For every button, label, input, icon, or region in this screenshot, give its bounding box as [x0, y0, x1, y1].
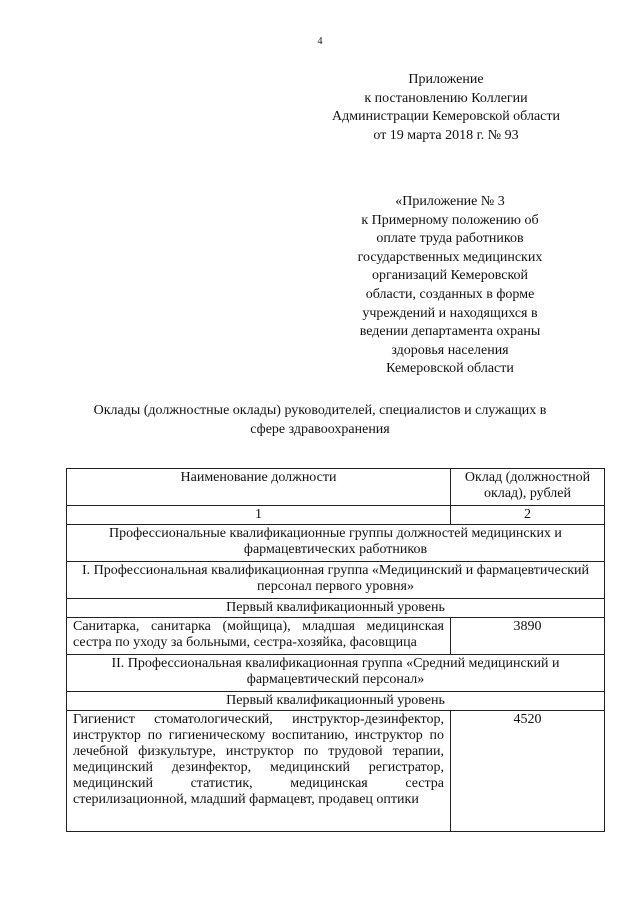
- appendix-line: Приложение: [408, 72, 484, 87]
- sub-appendix-header: [320, 193, 580, 379]
- appendix-header: [288, 71, 604, 145]
- sub-appendix-line: здоровья населения: [391, 342, 509, 358]
- sub-appendix-line: ведении департамента охраны: [359, 324, 541, 340]
- sub-appendix-line: «Приложение № 3: [395, 194, 505, 209]
- group-2-salary: 4520: [451, 711, 605, 832]
- appendix-line: к постановлению Коллегии: [364, 90, 528, 106]
- sub-appendix-line: оплате труда работников: [376, 231, 524, 247]
- sub-appendix-line: Кемеровской области: [386, 361, 514, 377]
- column-number-row: [67, 506, 605, 525]
- group-1-level: Первый квалификационный уровень: [67, 599, 605, 618]
- group-2-level: Первый квалификационный уровень: [67, 692, 605, 711]
- level-row: [67, 599, 605, 618]
- appendix-line: Администрации Кемеровской области: [332, 109, 560, 125]
- sub-appendix-line: к Примерному положению об: [361, 212, 539, 228]
- header-salary-cell: Оклад (должностной оклад), рублей: [451, 469, 605, 506]
- title-line-1: Оклады (должностные оклады) руководителей, специалистов и служащих в: [93, 403, 547, 418]
- group-1-salary: 3890: [451, 618, 605, 655]
- table-row: [67, 618, 605, 655]
- document-title: [60, 402, 580, 439]
- table-header-row: [67, 469, 605, 506]
- group-title-row: [67, 562, 605, 599]
- section-row: [67, 525, 605, 562]
- level-row: [67, 692, 605, 711]
- sub-appendix-line: организаций Кемеровской: [371, 268, 529, 284]
- header-position-cell: Наименование должности: [67, 469, 451, 506]
- column-number-1: 1: [67, 506, 451, 525]
- column-number-2: 2: [451, 506, 605, 525]
- group-2-positions: Гигиенист стоматологический, инструктор-дезинфектор, инструктор по гигиеническому воспитанию, инструктор по лечебной физкультуре, инструктор по трудовой терапии, медицинский дезинфектор, медицинский регистратор, медицинский статистик, медицинская сестра стерилизационной, младший фармацевт, продавец оптики: [67, 711, 451, 832]
- group-1-positions: Санитарка, санитарка (мойщица), младшая медицинская сестра по уходу за больными, сестра-хозяйка, фасовщица: [67, 618, 451, 655]
- group-title-row: [67, 655, 605, 692]
- table-row: [67, 711, 605, 832]
- group-2-title: II. Профессиональная квалификационная группа «Средний медицинский и фармацевтический персонал»: [67, 655, 605, 692]
- salary-table: [66, 468, 605, 832]
- page-number: 4: [317, 36, 323, 47]
- sub-appendix-line: области, созданных в форме: [365, 286, 535, 302]
- sub-appendix-line: государственных медицинских: [357, 249, 543, 265]
- sub-appendix-line: учреждений и находящихся в: [362, 305, 538, 321]
- appendix-line: от 19 марта 2018 г. № 93: [373, 127, 519, 143]
- title-line-2: сфере здравоохранения: [250, 421, 390, 437]
- section-title: Профессиональные квалификационные группы должностей медицинских и фармацевтических работников: [67, 525, 605, 562]
- group-1-title: I. Профессиональная квалификационная группа «Медицинский и фармацевтический персонал первого уровня»: [67, 562, 605, 599]
